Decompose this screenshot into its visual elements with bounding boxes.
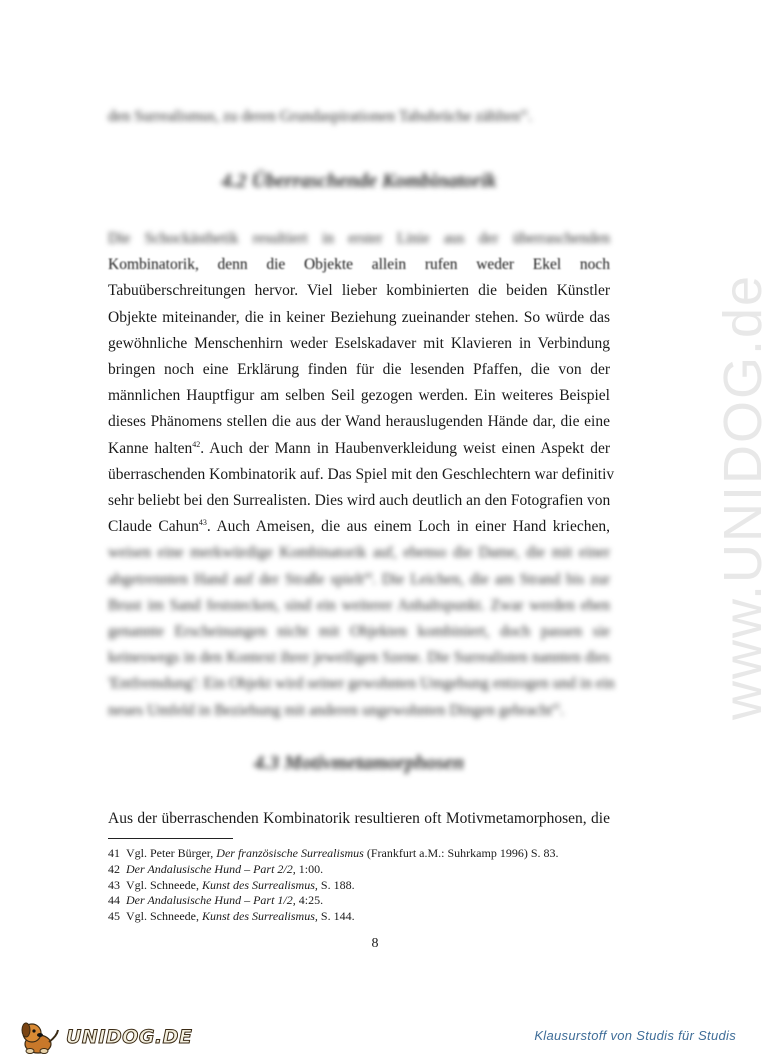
paragraph-motivmetamorphosen (108, 806, 610, 832)
text-line: genannte Erscheinungen nicht mit Objekten kombiniert, doch passen sie (108, 623, 610, 641)
text-line: dieses Phänomens stellen die aus der Wand herauslugenden Hände dar, die eine (108, 413, 610, 431)
section-heading-4-3: 4.3 Motivmetamorphosen (253, 752, 464, 774)
text-line: Aus der überraschenden Kombinatorik resultieren oft Motivmetamorphosen, die (108, 810, 610, 827)
text-line: Die Schockästhetik resultiert in erster Linie aus der überraschenden (108, 230, 610, 247)
dog-mascot-icon (18, 1020, 64, 1056)
unidog-logo[interactable] (18, 1020, 193, 1056)
top-text-line: den Surrealismus, zu deren Grundaspirationen Tabubrüche zählten$^{41}$. (108, 107, 533, 125)
text-line: 'Entfremdung': Ein Objekt wird seiner gewohnten Umgebung entzogen und in ein (108, 675, 615, 693)
text-line: Kombinatorik, denn die Objekte allein rufen weder Ekel noch (108, 256, 610, 274)
logo-text: UNIDOG.DE (66, 1026, 193, 1048)
text-line: Brust im Sand feststecken, sind ein weiterer Anhaltspunkt. Zwar werden eben (108, 596, 610, 614)
text-line: männlichen Hauptfigur am selben Seil gezogen werden. Ein weiteres Beispiel (108, 387, 610, 405)
footnotes (108, 846, 559, 925)
footnote-45: 45 Vgl. Schneede, Kunst des Surrealismus, S. 144. (108, 909, 355, 924)
footnote-ref: 43 (198, 518, 207, 528)
text-line: Kanne halten$^{42}$. Auch der Mann in Haubenverkleidung weist einen Aspekt der (108, 439, 610, 457)
text-line: keineswegs in den Kontext ihrer jeweiligen Szene. Die Surrealisten nannten dies (108, 649, 610, 667)
text-line: gewöhnliche Menschenhirn weder Eselskadaver mit Klavieren in Verbindung (108, 334, 610, 352)
text-line: Objekte miteinander, die in keiner Beziehung zueinander stehen. So würde das (108, 308, 610, 326)
text-line: bringen noch eine Erklärung finden für die lesenden Pfaffen, die von der (108, 361, 610, 379)
text-line: sehr beliebt bei den Surrealisten. Dies wird auch deutlich an den Fotografien von (108, 492, 611, 510)
page-number: 8 (371, 936, 379, 951)
paragraph-kombinatorik (108, 226, 615, 724)
text-line: Claude Cahun$^{43}$. Auch Ameisen, die aus einem Loch in einer Hand kriechen, (108, 518, 611, 536)
footnote-44: 44 Der Andalusische Hund – Part 1/2, 4:25. (108, 893, 324, 908)
tagline: Klausurstoff von Studis für Studis (534, 1028, 736, 1043)
text-line: abgetrennten Hand auf der Straße spielt$^{44}$. Die Leichen, die am Strand bis zur (108, 570, 610, 588)
footnote-43: 43 Vgl. Schneede, Kunst des Surrealismus, S. 188. (108, 877, 355, 892)
footnote-42: 42 Der Andalusische Hund – Part 2/2, 1:00. (108, 861, 324, 876)
footnote-ref: 42 (192, 439, 201, 449)
text-line: neues Umfeld in Beziehung mit anderen ungewohnten Dingen gebracht$^{45}$. (108, 701, 565, 719)
text-line: überraschenden Kombinatorik auf. Das Spiel mit den Geschlechtern war definitiv (108, 465, 615, 483)
watermark: www.UNIDOG.de (713, 273, 773, 720)
footnote-41: 41 Vgl. Peter Bürger, Der französische Surrealismus (Frankfurt a.M.: Suhrkamp 1996) S. 83. (108, 846, 559, 860)
section-heading-4-2: 4.2 Überraschende Kombinatorik (221, 170, 497, 192)
footnote-divider (108, 838, 233, 839)
text-line: Tabuüberschreitungen hervor. Viel lieber kombinierten die beiden Künstler (108, 282, 610, 300)
text-line: weisen eine merkwürdige Kombinatorik auf, ebenso die Dame, die mit einer (108, 544, 610, 562)
